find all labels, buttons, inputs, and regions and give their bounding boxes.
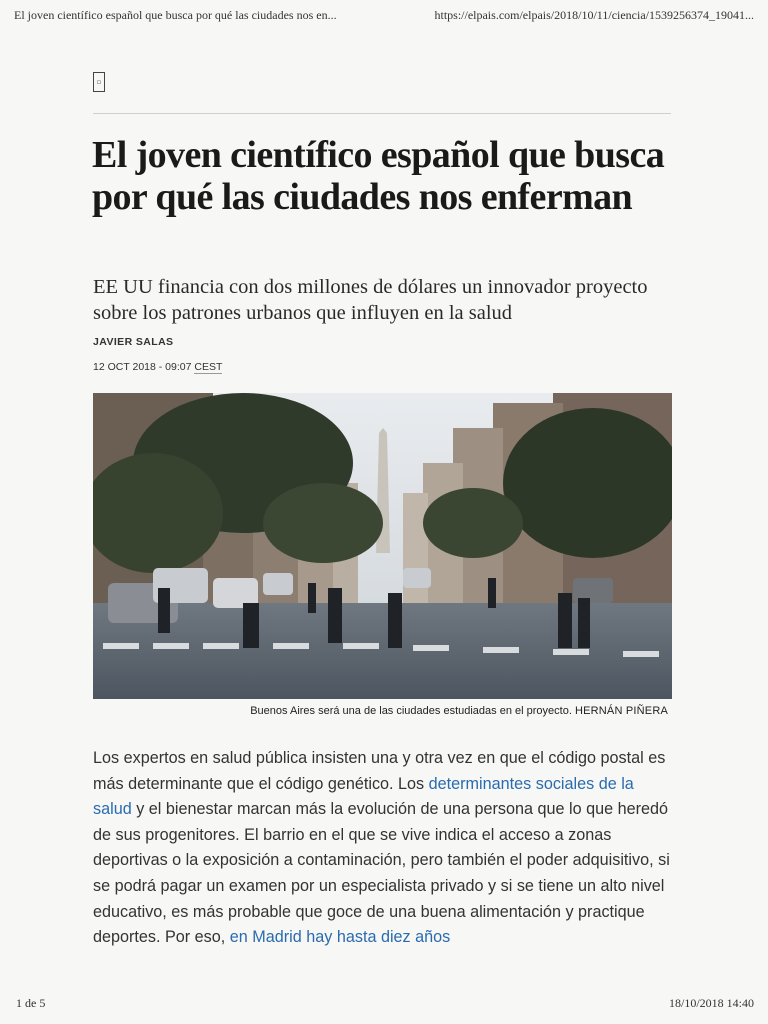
newspaper-logo-icon[interactable]: ▫ bbox=[93, 72, 105, 92]
print-footer bbox=[16, 996, 754, 1012]
link-madrid-diez-anos[interactable]: en Madrid hay hasta diez años bbox=[229, 928, 451, 947]
timezone-abbr: CEST bbox=[194, 361, 223, 373]
print-header bbox=[14, 8, 754, 26]
header-divider bbox=[93, 113, 671, 114]
print-page-title: El joven científico español que busca por qué las ciudades nos en... bbox=[14, 8, 337, 22]
print-datetime: 18/10/2018 14:40 bbox=[668, 996, 754, 1010]
body-text-1: Los expertos en salud pública insisten una y otra vez en que el código postal es más determinante que el código genético. Los bbox=[93, 749, 666, 793]
article-headline: El joven científico español que busca por qué las ciudades nos enferman bbox=[92, 134, 665, 218]
publish-date bbox=[93, 361, 222, 373]
photo-credit: HERNÁN PIÑERA bbox=[574, 705, 668, 717]
article-photo bbox=[93, 393, 672, 699]
photo-caption bbox=[93, 705, 668, 717]
photo-caption-text: Buenos Aires será una de las ciudades estudiadas en el proyecto. bbox=[250, 705, 572, 717]
page-number: 1 de 5 bbox=[16, 996, 46, 1010]
print-page-url: https://elpais.com/elpais/2018/10/11/ciencia/1539256374_19041... bbox=[434, 8, 754, 22]
article-body-paragraph bbox=[93, 746, 673, 951]
body-text-2: y el bienestar marcan más la evolución de una persona que lo que heredó de sus progenitores. El barrio en el que se vive indica el acceso a zonas deportivas o la exposición a contaminación, pero también el poder adquisitivo, si se podrá pagar un examen por un especialista privado y si se tiene un alto nivel educativo, es más probable que goce de una buena alimentación y practique deportes. Por eso, bbox=[93, 800, 670, 947]
link-determinantes-sociales[interactable]: determinantes sociales de la salud bbox=[93, 774, 634, 819]
article-subtitle: EE UU financia con dos millones de dólares un innovador proyecto sobre los patrones urbanos que influyen en la salud bbox=[93, 276, 648, 324]
publish-date-text: 12 OCT 2018 - 09:07 bbox=[93, 361, 192, 373]
buenos-aires-street-photo bbox=[93, 393, 672, 699]
author-byline[interactable]: JAVIER SALAS bbox=[93, 336, 174, 348]
